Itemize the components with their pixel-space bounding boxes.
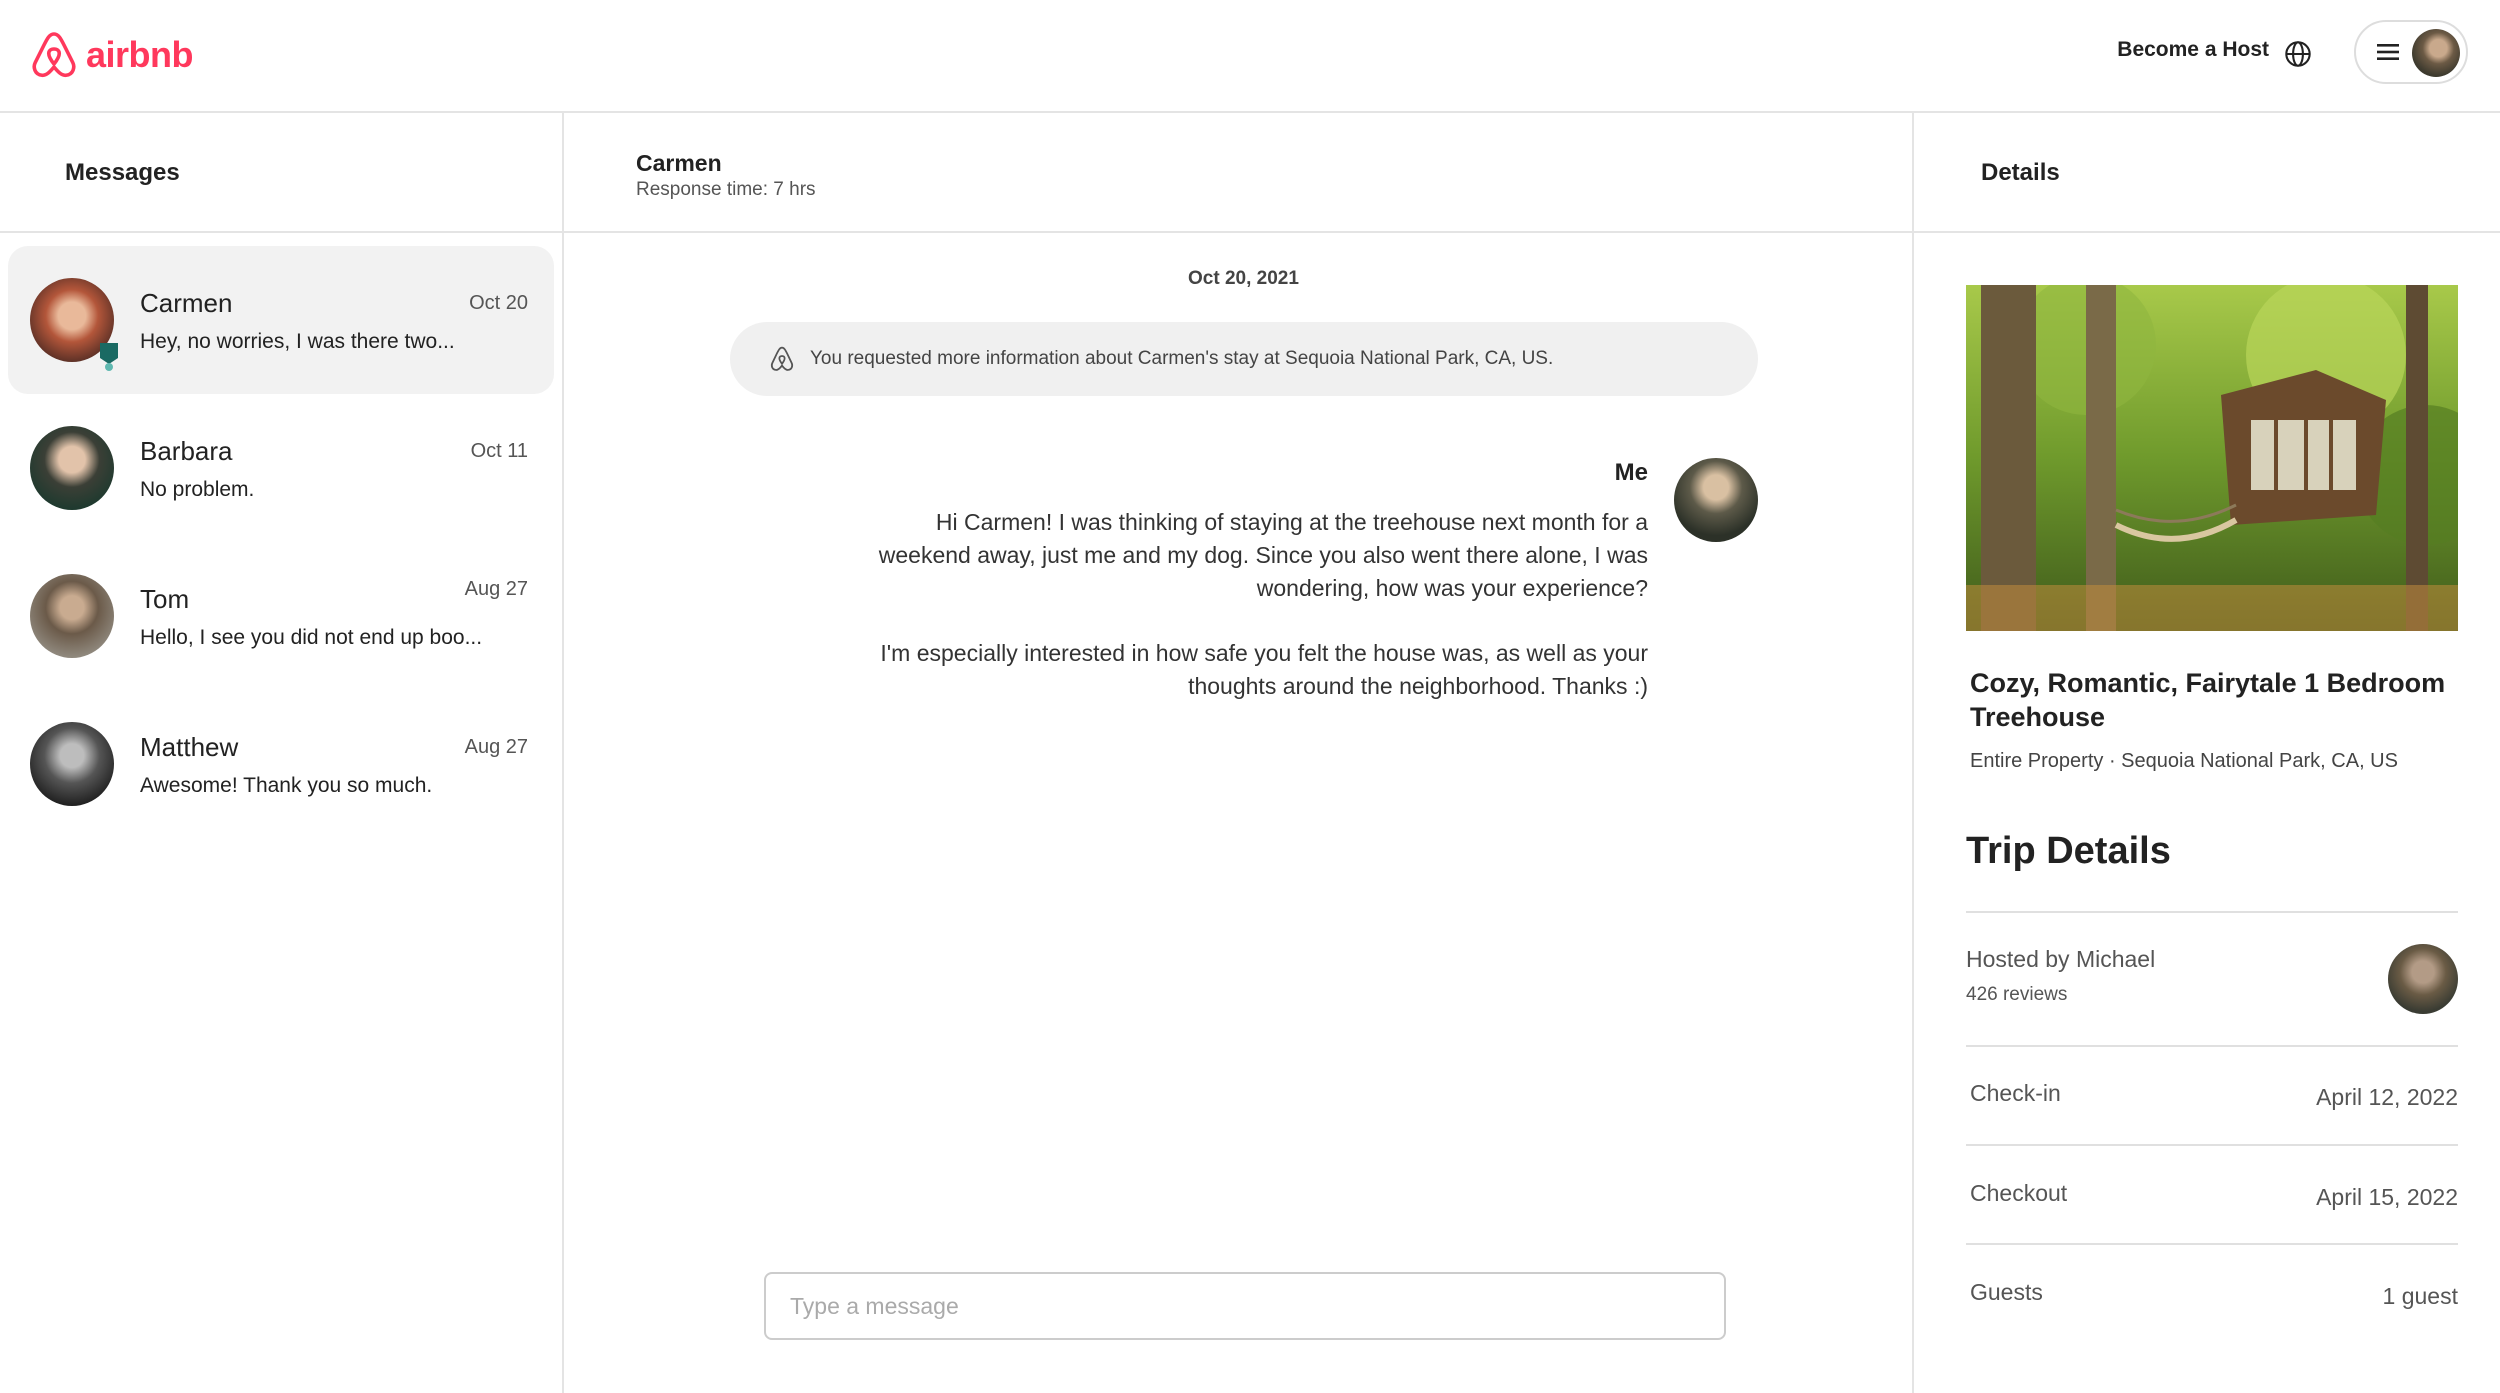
become-a-host-link[interactable]: Become a Host: [2117, 38, 2269, 61]
divider: [1966, 1144, 2458, 1146]
avatar: [30, 426, 114, 510]
system-message: [730, 322, 1758, 396]
airbnb-logo-icon: [30, 30, 78, 80]
host-avatar[interactable]: [2388, 944, 2458, 1014]
conversation-preview: Awesome! Thank you so much.: [140, 774, 433, 797]
top-navbar: [0, 0, 2500, 113]
system-message-text: You requested more information about Carmen's stay at Sequoia National Park, CA, US.: [810, 348, 1554, 369]
checkin-value: April 12, 2022: [2316, 1084, 2458, 1110]
conversation-date: Aug 27: [464, 578, 528, 600]
conversation-name: Tom: [140, 584, 190, 614]
airbnb-logo-icon: [768, 345, 796, 373]
guests-value: 1 guest: [2382, 1283, 2458, 1309]
logo-text: airbnb: [86, 34, 194, 75]
airbnb-logo[interactable]: [30, 30, 193, 80]
host-reviews: 426 reviews: [1966, 984, 2068, 1005]
message-paragraph: I'm especially interested in how safe you felt the house was, as well as your thoughts around the neighborhood. Thanks :): [880, 640, 1648, 699]
message-sender: Me: [1614, 459, 1648, 486]
conversation-date: Aug 27: [464, 736, 528, 758]
conversation-date: Oct 20: [469, 292, 528, 314]
avatar: [30, 574, 114, 658]
user-avatar: [2412, 29, 2460, 77]
conversation-preview: No problem.: [140, 478, 255, 501]
conversation-date: Oct 11: [470, 440, 528, 462]
details-header: [1914, 113, 2500, 233]
conversation-preview: Hey, no worries, I was there two...: [140, 330, 455, 353]
conversation-item-carmen[interactable]: [8, 246, 554, 394]
conversation-item-barbara[interactable]: [8, 394, 554, 542]
guests-label: Guests: [1970, 1279, 2043, 1305]
divider: [1966, 1045, 2458, 1047]
user-menu-button[interactable]: [2354, 20, 2468, 84]
globe-icon[interactable]: [2284, 40, 2312, 68]
conversation-name: Matthew: [140, 732, 239, 762]
listing-title: Cozy, Romantic, Fairytale 1 Bedroom Treehouse: [1970, 668, 2446, 732]
host-label: Hosted by Michael: [1966, 946, 2156, 972]
chat-contact-name: Carmen: [636, 150, 722, 176]
message-paragraph: Hi Carmen! I was thinking of staying at the treehouse next month for a weekend away, just me and my dog. Since you also went there alone, I was wondering, how was your experience?: [878, 509, 1648, 601]
hamburger-menu-icon: [2376, 42, 2402, 62]
treehouse-photo: [1966, 285, 2458, 631]
message-input[interactable]: [764, 1272, 1726, 1340]
chat-header: [564, 113, 1912, 233]
checkout-label: Checkout: [1970, 1180, 2068, 1206]
messages-title: Messages: [65, 159, 180, 186]
column-divider: [562, 113, 564, 1393]
conversation-name: Carmen: [140, 288, 233, 318]
conversation-item-tom[interactable]: [8, 542, 554, 690]
details-title: Details: [1981, 159, 2060, 186]
trip-details-title: Trip Details: [1966, 830, 2171, 872]
response-time: Response time: 7 hrs: [636, 179, 816, 200]
checkout-value: April 15, 2022: [2316, 1184, 2458, 1210]
divider: [1966, 911, 2458, 913]
conversation-name: Barbara: [140, 436, 233, 466]
conversation-preview: Hello, I see you did not end up boo...: [140, 626, 483, 649]
messages-header: [0, 113, 562, 233]
checkin-label: Check-in: [1970, 1080, 2061, 1106]
divider: [1966, 1243, 2458, 1245]
listing-subtitle: Entire Property · Sequoia National Park, CA, US: [1970, 750, 2398, 772]
listing-photo[interactable]: [1966, 285, 2458, 631]
sender-avatar: [1674, 458, 1758, 542]
avatar: [30, 722, 114, 806]
superhost-badge-icon: [98, 342, 120, 372]
message-body: [848, 506, 1648, 735]
chat-date-separator: Oct 20, 2021: [1188, 268, 1299, 289]
column-divider: [1912, 113, 1914, 1393]
conversation-item-matthew[interactable]: [8, 690, 554, 838]
